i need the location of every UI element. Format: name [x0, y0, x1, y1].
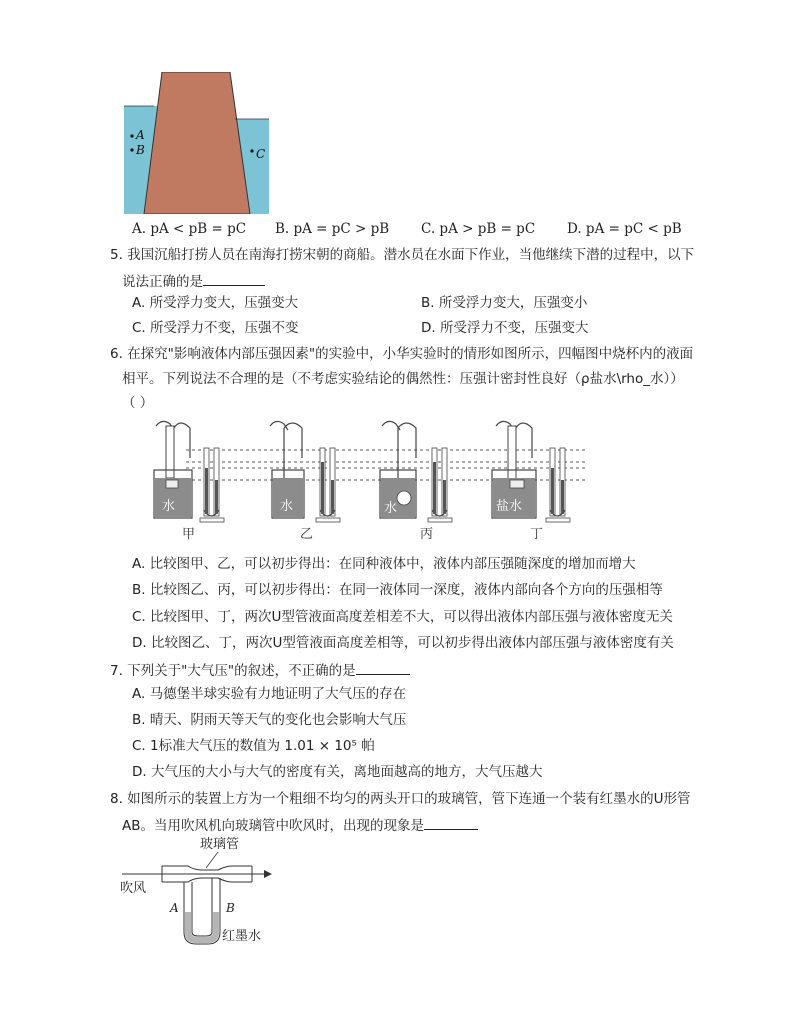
- q6-option-d: D. 比较图乙、丁，两次U型管液面高度差相等，可以初步得出液体内部压强与液体密度有关: [132, 635, 674, 651]
- q7-option-a: A. 马德堡半球实验有力地证明了大气压的存在: [132, 686, 407, 702]
- point-a-label: A: [136, 128, 145, 142]
- tube-label: 玻璃管: [200, 837, 240, 852]
- q7-option-b: B. 晴天、阴雨天等天气的变化也会影响大气压: [132, 712, 407, 728]
- q8-stem-line2: AB。当用吹风机向玻璃管中吹风时，出现的现象是: [122, 815, 478, 835]
- liquid-label-bing: 水: [384, 501, 398, 516]
- apparatus-ding: [492, 421, 570, 542]
- q7-option-c: C. 1标准大气压的数值为 1.01 × 10⁵ 帕: [132, 738, 375, 754]
- q4-option-c: C. pA > pB = pC: [421, 221, 536, 237]
- liquid-label-ding: 盐水: [496, 499, 523, 514]
- point-b-dot: [130, 148, 133, 151]
- q4-option-a: A. pA < pB = pC: [132, 221, 247, 237]
- q6-option-a: A. 比较图甲、乙，可以初步得出：在同种液体中，液体内部压强随深度的增加而增大: [132, 556, 636, 572]
- q5-option-a: A. 所受浮力变大，压强变大: [132, 295, 299, 311]
- q6-stem-line2: 相平。下列说法不合理的是（不考虑实验结论的偶然性：压强计密封性良好（ρ盐水\rho_水））: [122, 371, 684, 387]
- q5-option-d: D. 所受浮力不变，压强变大: [421, 320, 589, 336]
- caption-jia: 甲: [182, 527, 196, 542]
- q6-option-b: B. 比较图乙、丙，可以初步得出：在同一液体同一深度，液体内部向各个方向的压强相等: [132, 582, 663, 598]
- q6-option-c: C. 比较图甲、丁，两次U型管液面高度差相差不大，可以得出液体内部压强与液体密度无关: [132, 609, 673, 625]
- q8-answer-blank[interactable]: [424, 815, 478, 830]
- q5-answer-blank[interactable]: [203, 271, 265, 286]
- caption-ding: 丁: [530, 527, 544, 542]
- liquid-label-jia: 水: [162, 499, 176, 514]
- q5-option-c: C. 所受浮力不变，压强不变: [132, 320, 299, 336]
- q7-stem: 7. 下列关于"大气压"的叙述，不正确的是: [110, 660, 410, 680]
- dam-body: [144, 72, 250, 214]
- q6-stem-line3: （ ）: [122, 395, 154, 411]
- q7-option-d: D. 大气压的大小与大气的密度有关，离地面越高的地方，大气压越大: [132, 764, 543, 780]
- q4-option-d: D. pA = pC < pB: [567, 221, 682, 237]
- q5-stem-line2: 说法正确的是: [122, 271, 265, 291]
- point-b-label: B: [136, 143, 145, 157]
- tube-b-label: B: [226, 901, 235, 915]
- point-c-dot: [250, 149, 253, 152]
- q5-stem-line1: 5. 我国沉船打捞人员在南海打捞宋朝的商船。潜水员在水面下作业，当他继续下潜的过程中，以下: [110, 247, 695, 263]
- pressure-gauge-figure: [130, 418, 600, 542]
- q6-stem-line1: 6. 在探究"影响液体内部压强因素"的实验中，小华实验时的情形如图所示，四幅图中烧杯内的液面: [110, 346, 694, 362]
- wind-label: 吹风: [120, 881, 147, 896]
- q7-answer-blank[interactable]: [356, 660, 410, 675]
- glass-tube-figure: [118, 832, 278, 950]
- dam-figure: [124, 72, 269, 214]
- caption-yi: 乙: [300, 527, 314, 542]
- apparatus-jia: [154, 421, 224, 542]
- caption-bing: 丙: [420, 527, 434, 542]
- point-a-dot: [130, 134, 133, 137]
- q8-stem-line1: 8. 如图所示的装置上方为一个粗细不均匀的两头开口的玻璃管，管下连通一个装有红墨水的U形管: [110, 791, 691, 807]
- q4-option-b: B. pA = pC > pB: [275, 221, 390, 237]
- q5-option-b: B. 所受浮力变大，压强变小: [421, 295, 588, 311]
- liquid-label-yi: 水: [280, 499, 294, 514]
- tube-a-label: A: [170, 901, 179, 915]
- red-ink-label: 红墨水: [222, 929, 262, 944]
- point-c-label: C: [256, 147, 266, 161]
- apparatus-bing: [380, 421, 452, 542]
- apparatus-yi: [270, 421, 340, 542]
